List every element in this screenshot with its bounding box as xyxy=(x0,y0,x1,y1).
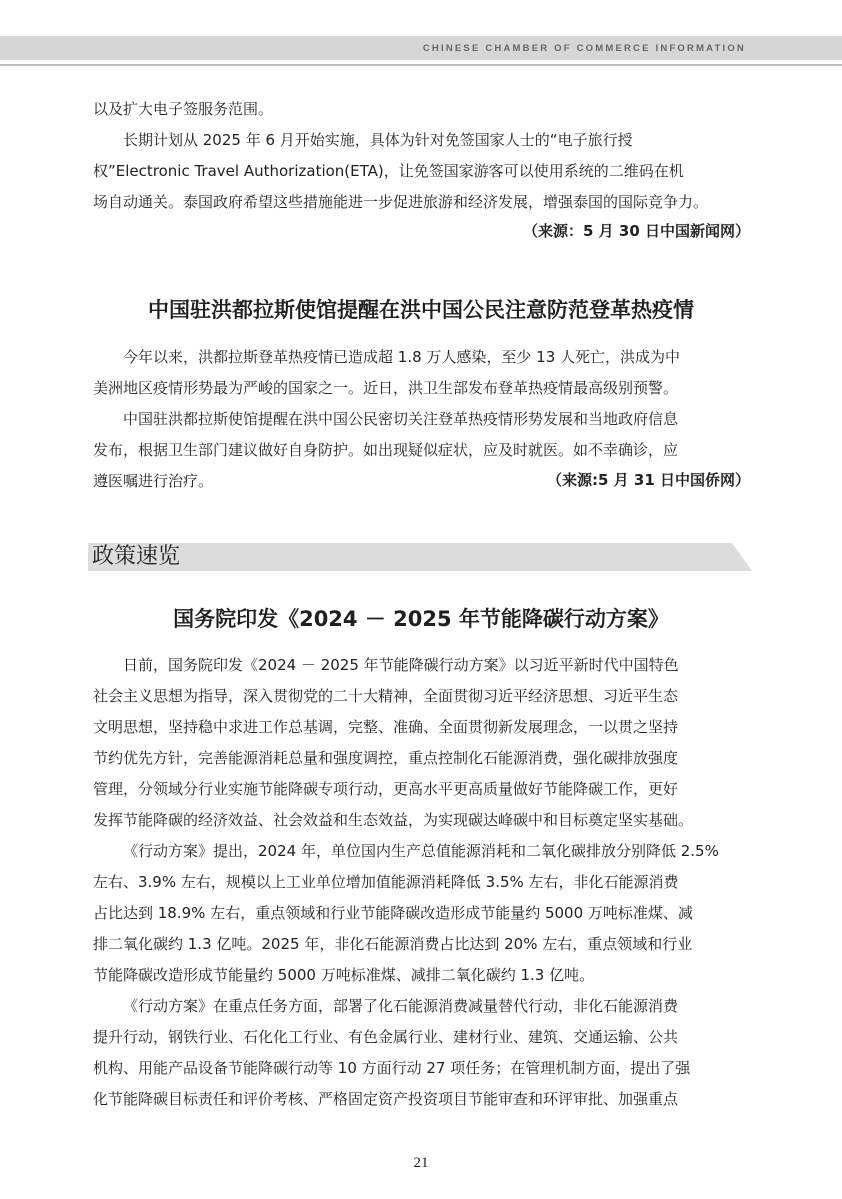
paragraph-line: 文明思想，坚持稳中求进工作总基调，完整、准确、全面贯彻新发展理念，一以贯之坚持 xyxy=(93,718,679,736)
article3-body xyxy=(93,650,757,1115)
article1-body xyxy=(93,94,757,218)
paragraph-line: 排二氧化碳约 1.3 亿吨。2025 年，非化石能源消费占比达到 20% 左右，重点领域和行业 xyxy=(93,935,693,953)
paragraph-line: 发挥节能降碳的经济效益、社会效益和生态效益，为实现碳达峰碳中和目标奠定坚实基础。 xyxy=(93,811,694,829)
paragraph-line: 以及扩大电子签服务范围。 xyxy=(93,100,274,118)
paragraph-line: 提升行动，钢铁行业、石化化工行业、有色金属行业、建材行业、建筑、交通运输、公共 xyxy=(93,1028,679,1046)
paragraph-line: 日前，国务院印发《2024 － 2025 年节能降碳行动方案》以习近平新时代中国特色 xyxy=(123,656,679,674)
section-bar xyxy=(88,543,752,571)
paragraph-line: 场自动通关。泰国政府希望这些措施能进一步促进旅游和经济发展，增强泰国的国际竞争力。 xyxy=(93,193,709,211)
paragraph-line: 遵医嘱进行治疗。 xyxy=(93,472,214,490)
paragraph-line: 管理，分领域分行业实施节能降碳专项行动，更高水平更高质量做好节能降碳工作，更好 xyxy=(93,780,679,798)
article1-source: （来源：5 月 30 日中国新闻网） xyxy=(523,222,750,240)
paragraph-line: 左右、3.9% 左右，规模以上工业单位增加值能源消耗降低 3.5% 左右，非化石能源消费 xyxy=(93,873,679,891)
paragraph-line: 长期计划从 2025 年 6 月开始实施，具体为针对免签国家人士的“电子旅行授 xyxy=(123,131,633,149)
paragraph-line: 节约优先方针，完善能源消耗总量和强度调控，重点控制化石能源消费，强化碳排放强度 xyxy=(93,749,679,767)
paragraph-line: 化节能降碳目标责任和评价考核、严格固定资产投资项目节能审查和环评审批、加强重点 xyxy=(93,1090,679,1108)
paragraph-line: 发布，根据卫生部门建议做好自身防护。如出现疑似症状，应及时就医。如不幸确诊，应 xyxy=(93,441,679,459)
section-bar-background xyxy=(88,543,752,571)
section-title: 政策速览 xyxy=(92,544,181,569)
article2-source: （来源:5 月 31 日中国侨网） xyxy=(547,471,750,489)
paragraph-line: 占比达到 18.9% 左右，重点领域和行业节能降碳改造形成节能量约 5000 万吨标准煤、减 xyxy=(93,904,693,922)
article2-title: 中国驻洪都拉斯使馆提醒在洪中国公民注意防范登革热疫情 xyxy=(148,298,694,322)
paragraph-line: 今年以来，洪都拉斯登革热疫情已造成超 1.8 万人感染，至少 13 人死亡，洪成为中 xyxy=(123,348,681,366)
paragraph-line: 节能降碳改造形成节能量约 5000 万吨标准煤、减排二氧化碳约 1.3 亿吨。 xyxy=(93,966,595,984)
page-number: 21 xyxy=(413,1155,429,1171)
article3-title: 国务院印发《2024 － 2025 年节能降碳行动方案》 xyxy=(173,607,669,631)
paragraph-line: 社会主义思想为指导，深入贯彻党的二十大精神，全面贯彻习近平经济思想、习近平生态 xyxy=(93,687,679,705)
paragraph-line: 权”Electronic Travel Authorization(ETA)，让免签国家游客可以使用系统的二维码在机 xyxy=(93,162,684,180)
paragraph-line: 美洲地区疫情形势最为严峻的国家之一。近日，洪卫生部发布登革热疫情最高级别预警。 xyxy=(93,379,679,397)
paragraph-line: 机构、用能产品设备节能降碳行动等 10 方面行动 27 项任务；在管理机制方面，提出了强 xyxy=(93,1059,691,1077)
paragraph-line: 《行动方案》提出，2024 年，单位国内生产总值能源消耗和二氧化碳排放分别降低 2.5% xyxy=(123,842,719,860)
paragraph-line: 中国驻洪都拉斯使馆提醒在洪中国公民密切关注登革热疫情形势发展和当地政府信息 xyxy=(123,410,679,428)
paragraph-line: 《行动方案》在重点任务方面，部署了化石能源消费减量替代行动，非化石能源消费 xyxy=(123,997,679,1015)
header-rule xyxy=(0,64,842,66)
running-header: CHINESE CHAMBER OF COMMERCE INFORMATION xyxy=(422,43,746,54)
